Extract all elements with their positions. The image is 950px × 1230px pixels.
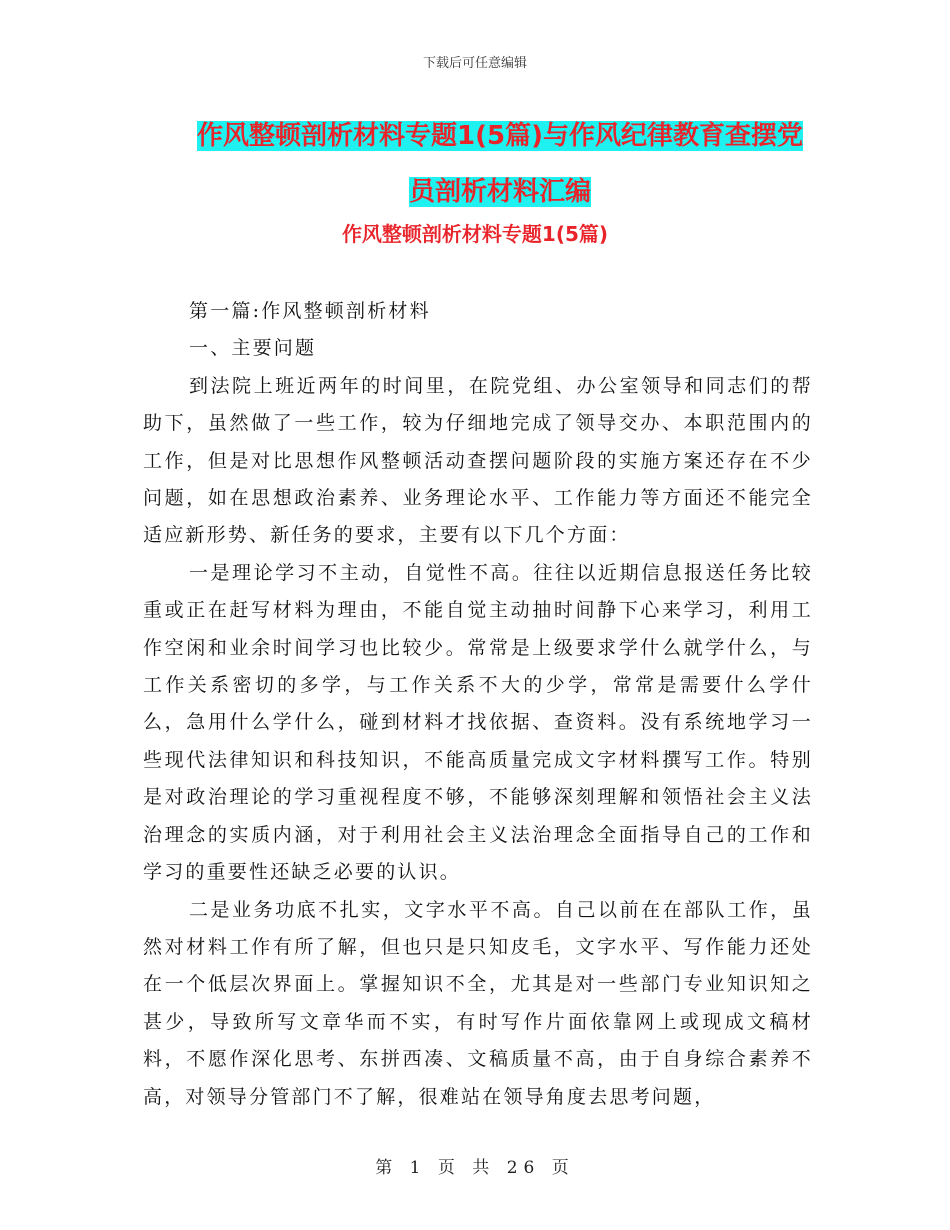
subsection-heading: 一、主要问题 <box>189 337 317 360</box>
document-body <box>143 293 813 1116</box>
header-note: 下载后可任意编辑 <box>422 56 527 71</box>
paragraph: 一是理论学习不主动，自觉性不高。往往以近期信息报送任务比较重或正在赶写材料为理由，不能自觉主动抽时间静下心来学习，利用工作空闲和业余时间学习也比较少。常常是上级要求学什么就学什么，与工作关系密切的多学，与工作关系不大的少学，常常是需要什么学什么，急用什么学什么，碰到材料才找依据、查资料。没有系统地学习一些现代法律知识和科技知识，不能高质量完成文字材料撰写工作。特别是对政治理论的学习重视程度不够，不能够深刻理解和领悟社会主义法治理念的实质内涵，对于利用社会主义法治理念全面指导自己的工作和学习的重要性还缺乏必要的认识。 <box>143 561 813 884</box>
paragraph: 二是业务功底不扎实，文字水平不高。自己以前在在部队工作，虽然对材料工作有所了解，但也只是只知皮毛，文字水平、写作能力还处在一个低层次界面上。掌握知识不全，尤其是对一些部门专业知识知之甚少，导致所写文章华而不实，有时写作片面依靠网上或现成文稿材料，不愿作深化思考、东拼西凑、文稿质量不高，由于自身综合素养不高，对领导分管部门不了解，很难站在领导角度去思考问题， <box>143 898 813 1108</box>
section-title: 作风整顿剖析材料专题1(5篇) <box>341 222 609 246</box>
document-title <box>150 108 850 220</box>
chapter-heading: 第一篇:作风整顿剖析材料 <box>189 300 431 322</box>
paragraph: 到法院上班近两年的时间里，在院党组、办公室领导和同志们的帮助下，虽然做了一些工作，较为仔细地完成了领导交办、本职范围内的工作，但是对比思想作风整顿活动查摆问题阶段的实施方案还存在不少问题，如在思想政治素养、业务理论水平、工作能力等方面还不能完全适应新形势、新任务的要求，主要有以下几个方面： <box>143 374 813 547</box>
title-line-1: 作风整顿剖析材料专题1(5篇)与作风纪律教育查摆党 <box>197 121 803 151</box>
title-line-2: 员剖析材料汇编 <box>408 177 591 207</box>
page-number: 第 1 页 共 26 页 <box>375 1158 575 1178</box>
